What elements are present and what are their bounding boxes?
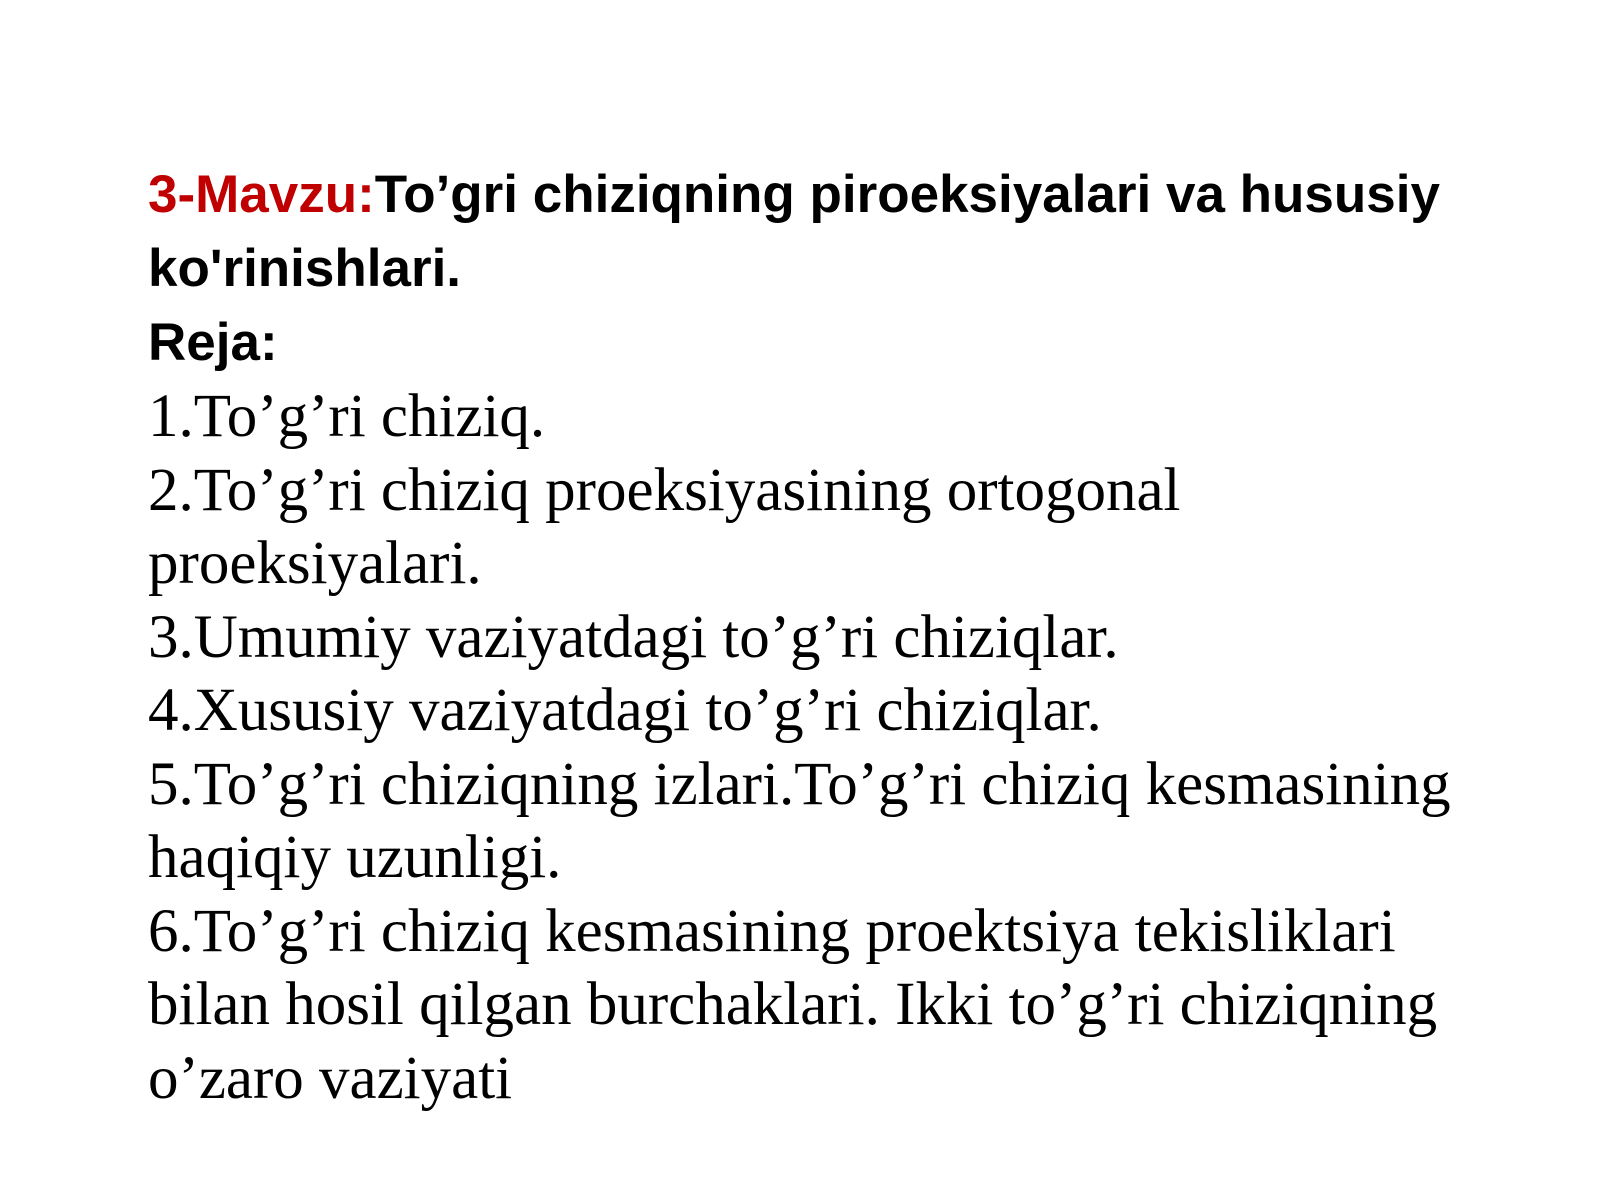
topic-title: To’gri chiziqning piroeksiyalari va hususiy ko'rinishlari. [148,165,1440,298]
plan-item-6: 6.To’g’ri chiziq kesmasining proektsiya tekisliklari bilan hosil qilgan burchaklari. Ikki to’g’ri chiziqning o’zaro vaziyati [148,897,1438,1112]
slide-content [148,158,1488,1115]
slide-title [148,158,1488,306]
plan-item-2: 2.To’g’ri chiziq proeksiyasining ortogonal proeksiyalari. [148,456,1181,597]
topic-number: 3-Mavzu: [148,165,375,224]
plan-item-3: 3.Umumiy vaziyatdagi to’g’ri chiziqlar. [148,603,1119,671]
plan-item-4: 4.Xususiy vaziyatdagi to’g’ri chiziqlar. [148,677,1102,744]
plan-item-1: 1.To’g’ri chiziq. [148,383,546,450]
plan-list [148,380,1488,1115]
plan-heading: Reja: [148,313,278,372]
plan-item-5: 5.To’g’ri chiziqning izlari.To’g’ri chiziq kesmasining haqiqiy uzunligi. [148,750,1451,891]
